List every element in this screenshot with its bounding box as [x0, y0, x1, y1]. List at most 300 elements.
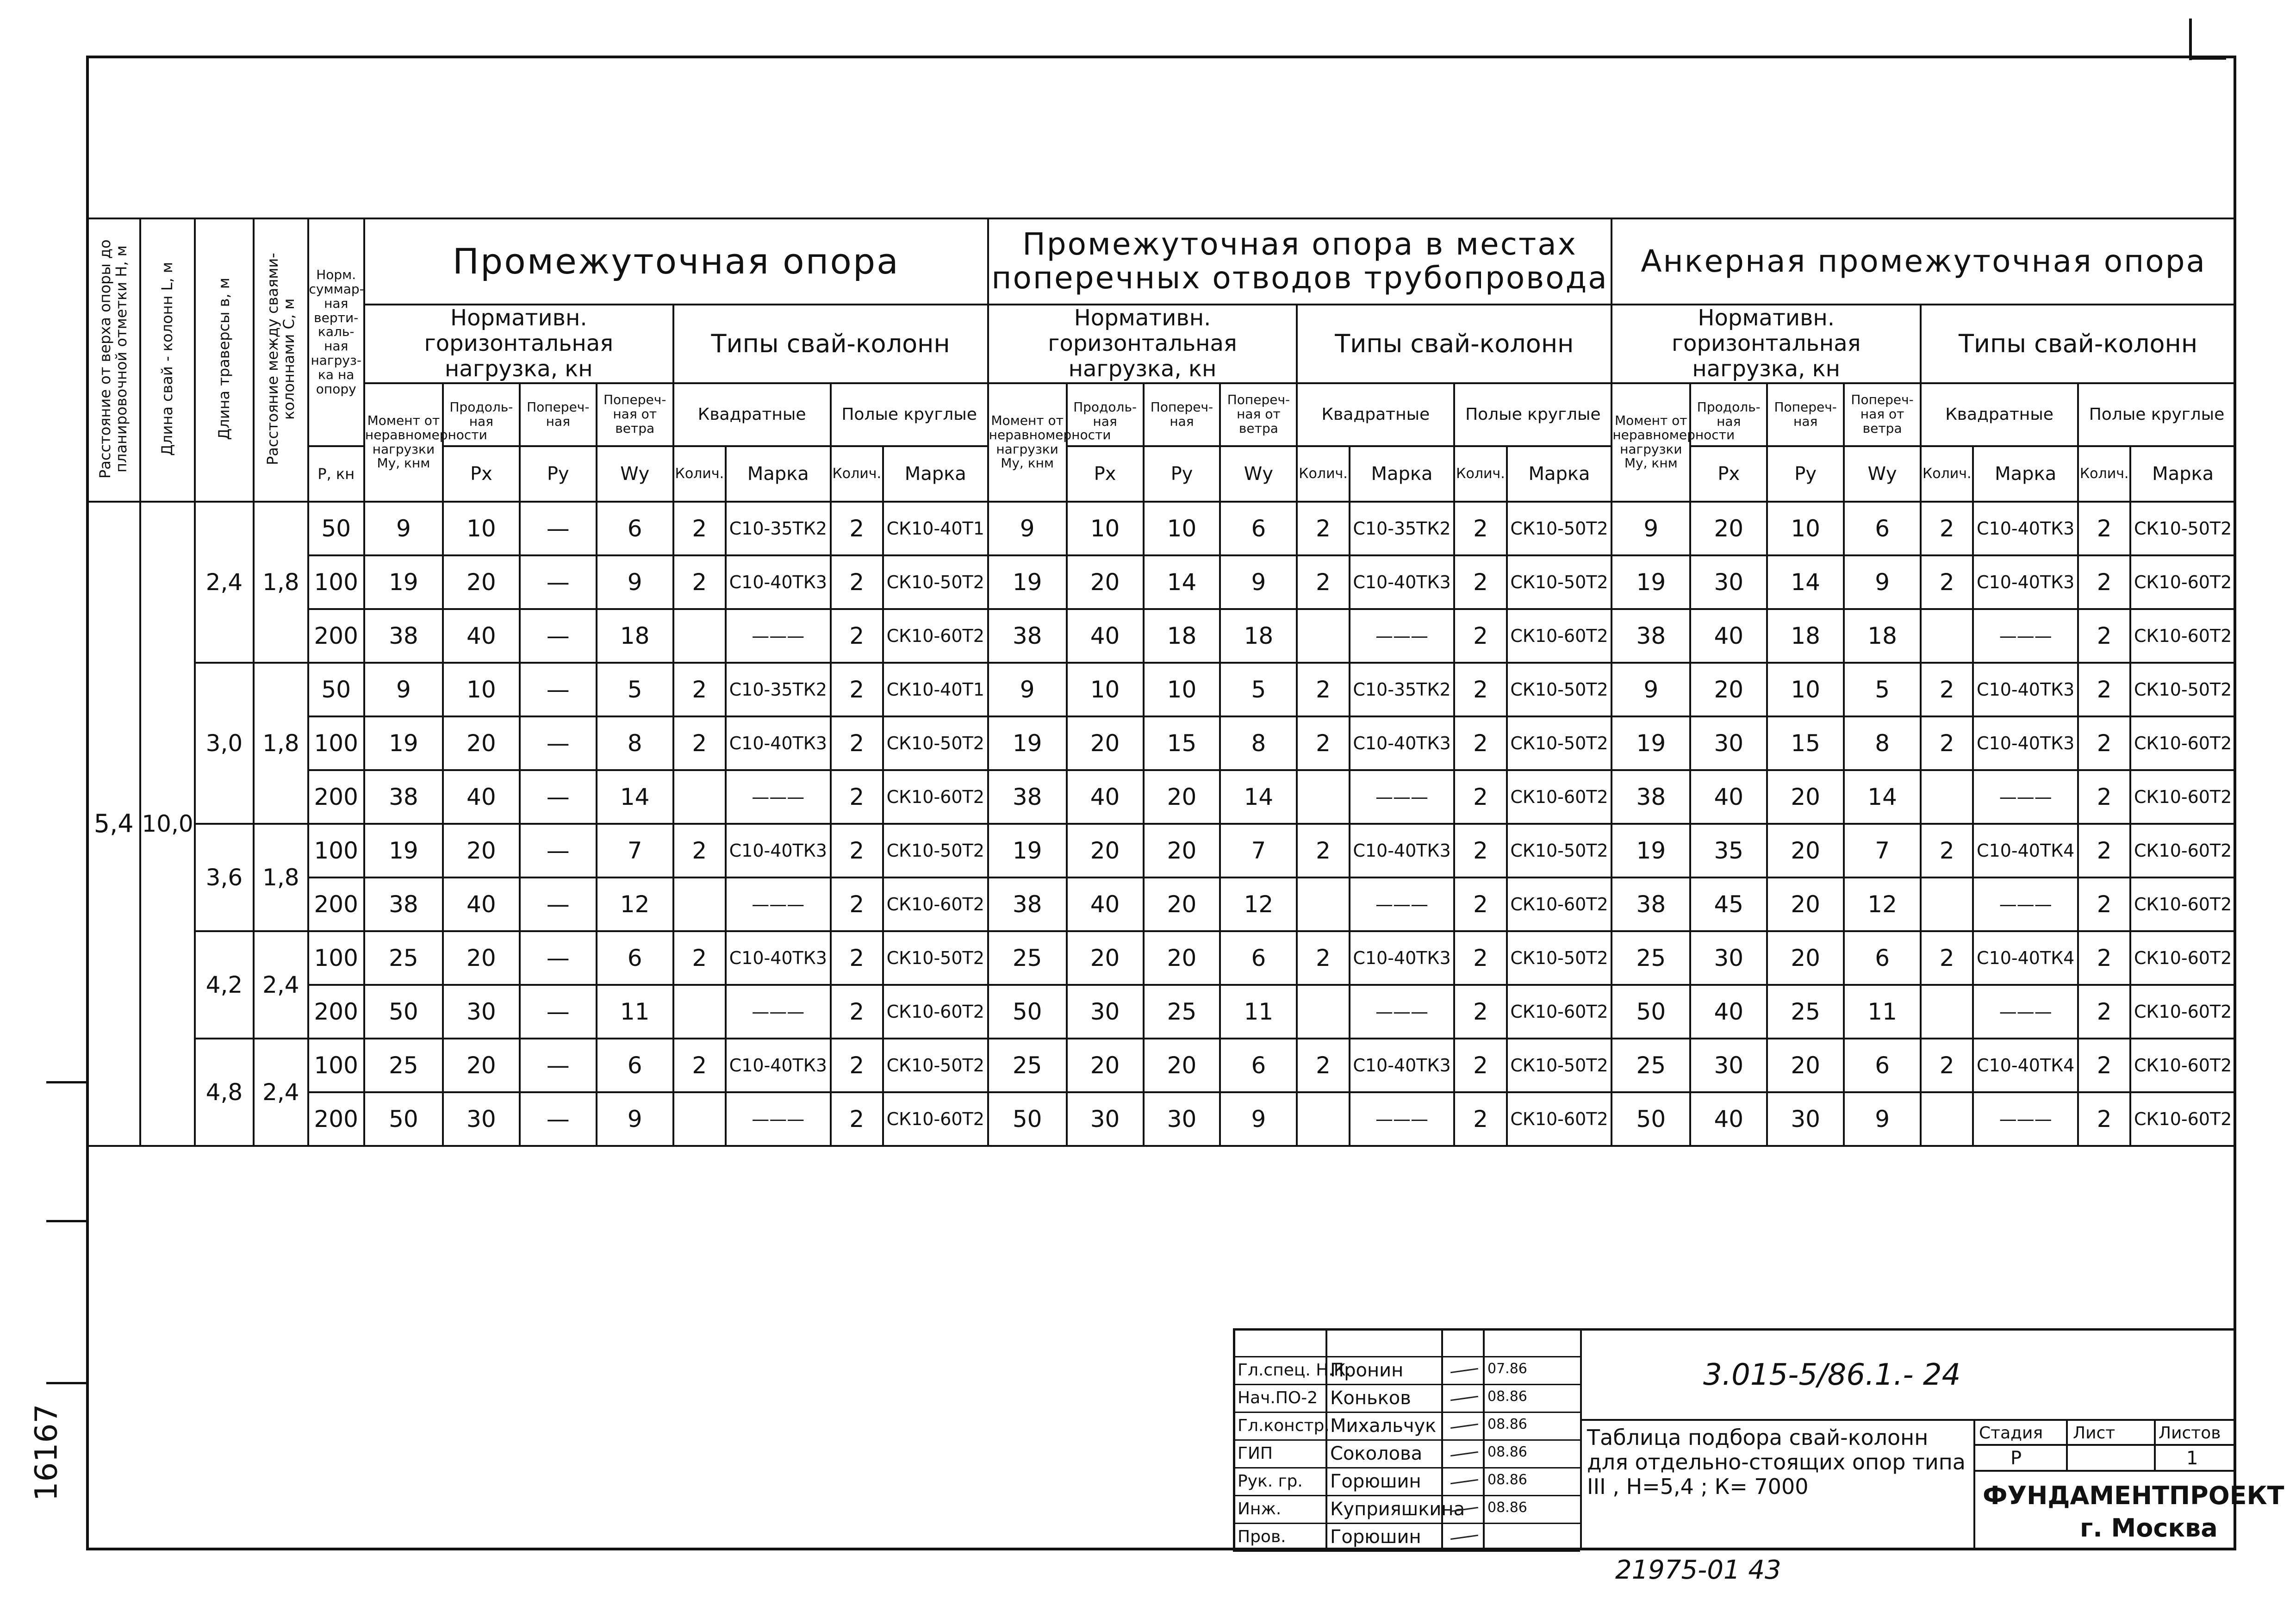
pile-mark: С10-40ТК4	[1973, 824, 2078, 877]
pile-qty: 2	[831, 609, 883, 663]
load-value: 8	[597, 716, 673, 770]
stamp-role: Гл.констр.	[1238, 1416, 1330, 1435]
sym-p: Р, кн	[308, 446, 364, 502]
stamp-line	[1973, 1419, 1975, 1550]
load-value: 18	[1220, 609, 1297, 663]
stamp-line	[1233, 1550, 1580, 1552]
load-value: 40	[1067, 609, 1144, 663]
pile-qty: 2	[673, 555, 726, 609]
pile-mark: СК10-60Т2	[2130, 877, 2235, 931]
load-value: 25	[364, 931, 443, 985]
load-value: 20	[1067, 716, 1144, 770]
signature	[1450, 1451, 1478, 1456]
load-value: 40	[1690, 985, 1767, 1039]
pile-mark: С10-40ТК3	[726, 1039, 831, 1092]
load-value: 25	[1612, 931, 1690, 985]
stamp-line	[1233, 1467, 1580, 1468]
sub-wind: Попереч-ная от ветра	[1220, 383, 1297, 446]
sym-qty: Колич.	[2078, 446, 2130, 502]
load-value: 38	[364, 609, 443, 663]
load-value: 9	[1844, 1092, 1921, 1146]
load-value: 10	[443, 502, 520, 555]
group-intermediate: Промежуточная опора	[364, 218, 988, 305]
stamp-name: Коньков	[1330, 1388, 1411, 1409]
pile-qty: 2	[1454, 716, 1506, 770]
sym-py: Ру	[520, 446, 597, 502]
load-value: 25	[1612, 1039, 1690, 1092]
load-value: 20	[1690, 663, 1767, 716]
load-value: 30	[1067, 985, 1144, 1039]
pile-mark: СК10-40Т1	[883, 663, 988, 716]
load-value: 9	[988, 663, 1067, 716]
vertical-load-value: 200	[308, 1092, 364, 1146]
pile-mark: С10-40ТК3	[726, 824, 831, 877]
stamp-line	[1233, 1412, 1580, 1413]
stamp-name: Горюшин	[1330, 1471, 1421, 1492]
load-value: 10	[1067, 502, 1144, 555]
top-mark	[2189, 19, 2192, 60]
table-row	[87, 1092, 2235, 1146]
load-value: 20	[443, 555, 520, 609]
load-value: 30	[1067, 1092, 1144, 1146]
load-value: 19	[1612, 716, 1690, 770]
pile-mark: ———	[1973, 770, 2078, 824]
pile-mark: С10-40ТК4	[1973, 931, 2078, 985]
pile-qty: 2	[1454, 663, 1506, 716]
load-value: 20	[443, 824, 520, 877]
sub-long: Продоль-ная	[443, 383, 520, 446]
load-value: —	[520, 555, 597, 609]
load-value: 20	[1067, 931, 1144, 985]
load-value: 19	[988, 824, 1067, 877]
load-value: 9	[1220, 555, 1297, 609]
load-value: 25	[988, 1039, 1067, 1092]
pile-qty	[673, 770, 726, 824]
sym-mark: Марка	[883, 446, 988, 502]
load-value: 14	[1144, 555, 1220, 609]
height-value: 5,4	[87, 502, 140, 1146]
pile-mark: ———	[1350, 877, 1455, 931]
load-value: 15	[1767, 716, 1844, 770]
load-value: —	[520, 824, 597, 877]
load-value: 50	[364, 985, 443, 1039]
load-value: 40	[1067, 770, 1144, 824]
sub-square: Квадратные	[1921, 383, 2078, 446]
stamp-line	[1580, 1328, 1582, 1550]
sym-py: Ру	[1767, 446, 1844, 502]
table-row	[87, 502, 2235, 555]
pile-qty	[1921, 985, 1973, 1039]
sub-moment: Момент от неравномерности нагрузки Му, кнм	[364, 383, 443, 502]
pile-mark: С10-35ТК2	[1350, 502, 1455, 555]
traverse-value: 4,2	[195, 931, 254, 1039]
pile-mark: СК10-60Т2	[1507, 1092, 1612, 1146]
stamp-line	[1973, 1444, 2236, 1446]
sub-long: Продоль-ная	[1690, 383, 1767, 446]
sub-moment: Момент от неравномерности нагрузки Му, кнм	[1612, 383, 1690, 502]
pile-mark: СК10-60Т2	[883, 609, 988, 663]
table-row	[87, 931, 2235, 985]
pile-mark: СК10-50Т2	[1507, 555, 1612, 609]
pile-qty	[673, 1092, 726, 1146]
pile-qty: 2	[673, 663, 726, 716]
pile-mark: СК10-50Т2	[1507, 502, 1612, 555]
header-length: Длина свай - колонн L, м	[140, 218, 194, 502]
load-value: 40	[443, 609, 520, 663]
pile-mark: СК10-50Т2	[883, 555, 988, 609]
load-value: 14	[1220, 770, 1297, 824]
load-value: 30	[443, 1092, 520, 1146]
load-value: 6	[597, 931, 673, 985]
pile-mark: ———	[726, 609, 831, 663]
pile-mark: С10-35ТК2	[726, 663, 831, 716]
load-value: 6	[1220, 1039, 1297, 1092]
load-value: 19	[364, 716, 443, 770]
pile-qty: 2	[1454, 770, 1506, 824]
pile-mark: СК10-60Т2	[1507, 877, 1612, 931]
sym-mark: Марка	[2130, 446, 2235, 502]
pile-qty	[673, 877, 726, 931]
pile-mark: СК10-60Т2	[2130, 985, 2235, 1039]
load-value: 19	[1612, 824, 1690, 877]
pile-mark: СК10-60Т2	[2130, 1039, 2235, 1092]
table-row	[87, 663, 2235, 716]
sub-cross: Попереч-ная	[1767, 383, 1844, 446]
load-value: 9	[988, 502, 1067, 555]
vertical-load-value: 200	[308, 985, 364, 1039]
load-value: 12	[1220, 877, 1297, 931]
pile-qty: 2	[1297, 931, 1349, 985]
sub-moment: Момент от неравномерности нагрузки Му, кнм	[988, 383, 1067, 502]
sym-wy: Wу	[1844, 446, 1921, 502]
sym-qty: Колич.	[673, 446, 726, 502]
load-value: 50	[988, 985, 1067, 1039]
load-value: 20	[1767, 824, 1844, 877]
load-value: 19	[364, 824, 443, 877]
spacing-value: 2,4	[254, 931, 308, 1039]
load-value: —	[520, 1039, 597, 1092]
pile-qty: 2	[2078, 770, 2130, 824]
sheets-value: 1	[2186, 1448, 2198, 1469]
margin-mark	[46, 1220, 86, 1222]
margin-mark	[46, 1081, 86, 1083]
pile-qty: 2	[1454, 1092, 1506, 1146]
load-value: 38	[988, 609, 1067, 663]
load-value: 19	[1612, 555, 1690, 609]
load-title: Нормативн. горизонтальная нагрузка, кн	[1612, 305, 1921, 383]
sheet-title: Таблица подбора свай-колонн для отдельно-стоящих опор типа III , Н=5,4 ; К= 7000	[1587, 1425, 1966, 1499]
load-value: 30	[1690, 716, 1767, 770]
sym-px: Рх	[1067, 446, 1144, 502]
pile-qty: 2	[2078, 555, 2130, 609]
pile-mark: ———	[1973, 1092, 2078, 1146]
pile-qty: 2	[673, 1039, 726, 1092]
header-vertical-load: Норм. суммар-ная верти-каль-ная нагруз-ка на опору	[308, 218, 364, 446]
load-value: 30	[1690, 1039, 1767, 1092]
pile-mark: СК10-60Т2	[2130, 770, 2235, 824]
pile-mark: СК10-50Т2	[883, 824, 988, 877]
pile-qty: 2	[1921, 716, 1973, 770]
pile-mark: СК10-60Т2	[2130, 555, 2235, 609]
pile-mark: С10-40ТК3	[1350, 555, 1455, 609]
pile-qty: 2	[2078, 931, 2130, 985]
load-value: 30	[1690, 555, 1767, 609]
stamp-role: Пров.	[1238, 1527, 1286, 1546]
load-value: 20	[1144, 824, 1220, 877]
table-body	[87, 502, 2235, 1146]
load-value: 20	[443, 1039, 520, 1092]
stamp-date: 08.86	[1487, 1472, 1527, 1488]
header-traverse: Длина траверсы в, м	[195, 218, 254, 502]
pile-mark: СК10-60Т2	[2130, 1092, 2235, 1146]
load-value: 10	[1144, 663, 1220, 716]
pile-mark: ———	[1973, 985, 2078, 1039]
stamp-role: Рук. гр.	[1238, 1472, 1303, 1491]
pile-qty: 2	[2078, 609, 2130, 663]
sub-long: Продоль-ная	[1067, 383, 1144, 446]
load-value: 38	[364, 877, 443, 931]
load-value: 25	[364, 1039, 443, 1092]
pile-qty	[1921, 1092, 1973, 1146]
load-value: 50	[1612, 985, 1690, 1039]
load-value: —	[520, 985, 597, 1039]
pile-mark: СК10-60Т2	[1507, 609, 1612, 663]
pile-mark: С10-35ТК2	[726, 502, 831, 555]
pile-qty	[1297, 877, 1349, 931]
stamp-date: 08.86	[1487, 1444, 1527, 1460]
load-value: —	[520, 931, 597, 985]
vertical-load-value: 200	[308, 770, 364, 824]
load-value: —	[520, 502, 597, 555]
load-value: 38	[1612, 770, 1690, 824]
load-value: 38	[364, 770, 443, 824]
load-value: 6	[597, 1039, 673, 1092]
pile-qty: 2	[831, 877, 883, 931]
pile-mark: ———	[1350, 770, 1455, 824]
load-value: 9	[364, 663, 443, 716]
load-value: 50	[1612, 1092, 1690, 1146]
load-value: 6	[1220, 931, 1297, 985]
load-value: 5	[1844, 663, 1921, 716]
pile-mark: С10-40ТК3	[1973, 663, 2078, 716]
stamp-name: Куприяшкина	[1330, 1499, 1465, 1520]
pile-mark: СК10-50Т2	[883, 1039, 988, 1092]
header-spacing: Расстояние между сваями-колоннами С, м	[254, 218, 308, 502]
pile-mark: ———	[1350, 985, 1455, 1039]
pile-mark: СК10-40Т1	[883, 502, 988, 555]
pile-selection-table	[86, 218, 2236, 1147]
length-value: 10,0	[140, 502, 194, 1146]
pile-types-title: Типы свай-колонн	[673, 305, 988, 383]
pile-qty	[673, 609, 726, 663]
load-value: 30	[1767, 1092, 1844, 1146]
traverse-value: 3,0	[195, 663, 254, 824]
stamp-line	[1233, 1356, 1580, 1357]
pile-mark: СК10-50Т2	[2130, 663, 2235, 716]
load-value: 14	[1844, 770, 1921, 824]
pile-qty	[1297, 985, 1349, 1039]
pile-qty: 2	[1454, 609, 1506, 663]
pile-qty	[673, 985, 726, 1039]
load-value: 40	[443, 770, 520, 824]
pile-mark: СК10-50Т2	[883, 716, 988, 770]
pile-mark: С10-40ТК3	[1973, 502, 2078, 555]
load-value: 8	[1844, 716, 1921, 770]
load-value: —	[520, 1092, 597, 1146]
pile-qty: 2	[1454, 1039, 1506, 1092]
load-value: 25	[1144, 985, 1220, 1039]
pile-qty: 2	[831, 985, 883, 1039]
load-title: Нормативн. горизонтальная нагрузка, кн	[364, 305, 673, 383]
vertical-load-value: 50	[308, 663, 364, 716]
pile-qty: 2	[2078, 502, 2130, 555]
pile-mark: СК10-50Т2	[1507, 824, 1612, 877]
group-anchor: Анкерная промежуточная опора	[1612, 218, 2235, 305]
stamp-date: 08.86	[1487, 1500, 1527, 1516]
stamp-name: Пронин	[1330, 1360, 1404, 1381]
pile-mark: СК10-60Т2	[883, 1092, 988, 1146]
pile-mark: ———	[1973, 877, 2078, 931]
load-value: 20	[1767, 770, 1844, 824]
load-value: —	[520, 663, 597, 716]
pile-qty	[1297, 770, 1349, 824]
stamp-role: Инж.	[1238, 1500, 1282, 1518]
vertical-load-value: 100	[308, 824, 364, 877]
pile-mark: ———	[726, 985, 831, 1039]
pile-mark: СК10-60Т2	[2130, 609, 2235, 663]
load-value: 20	[1767, 1039, 1844, 1092]
pile-mark: СК10-50Т2	[1507, 931, 1612, 985]
pile-qty: 2	[831, 770, 883, 824]
archive-number: 16167	[28, 1404, 64, 1501]
pile-qty: 2	[1454, 931, 1506, 985]
pile-qty: 2	[1921, 1039, 1973, 1092]
load-value: 45	[1690, 877, 1767, 931]
load-value: 20	[1144, 770, 1220, 824]
traverse-value: 3,6	[195, 824, 254, 931]
load-value: 14	[597, 770, 673, 824]
load-value: 7	[1220, 824, 1297, 877]
pile-qty: 2	[673, 502, 726, 555]
sym-px: Рх	[1690, 446, 1767, 502]
sub-round: Полые круглые	[831, 383, 988, 446]
pile-qty: 2	[1921, 502, 1973, 555]
pile-mark: СК10-50Т2	[1507, 716, 1612, 770]
vertical-load-value: 100	[308, 931, 364, 985]
load-value: 20	[443, 716, 520, 770]
pile-qty: 2	[1454, 824, 1506, 877]
pile-qty	[1297, 1092, 1349, 1146]
margin-mark	[46, 1382, 86, 1384]
organization: ФУНДАМЕНТПРОЕКТ	[1983, 1481, 2284, 1510]
stamp-line	[2066, 1419, 2068, 1472]
load-value: 19	[364, 555, 443, 609]
stamp-line	[1580, 1419, 2236, 1421]
pile-qty: 2	[1297, 1039, 1349, 1092]
sub-wind: Попереч-ная от ветра	[1844, 383, 1921, 446]
spacing-value: 1,8	[254, 502, 308, 663]
stamp-line	[2154, 1419, 2156, 1472]
sub-cross: Попереч-ная	[520, 383, 597, 446]
stamp-header: Листов	[2159, 1424, 2221, 1443]
stamp-role: Гл.спец. Н.К.	[1238, 1361, 1351, 1380]
pile-mark: С10-35ТК2	[1350, 663, 1455, 716]
load-value: 10	[1067, 663, 1144, 716]
signature	[1450, 1535, 1478, 1540]
sym-wy: Wу	[597, 446, 673, 502]
load-value: 50	[364, 1092, 443, 1146]
pile-mark: ———	[1350, 1092, 1455, 1146]
load-value: 14	[1767, 555, 1844, 609]
load-value: 18	[1844, 609, 1921, 663]
stamp-date: 07.86	[1487, 1361, 1527, 1377]
sym-mark: Марка	[1507, 446, 1612, 502]
stage-value: Р	[2010, 1448, 2022, 1469]
load-value: 38	[988, 877, 1067, 931]
load-value: 11	[1844, 985, 1921, 1039]
stamp-header: Лист	[2073, 1424, 2116, 1443]
load-value: 20	[1067, 824, 1144, 877]
pile-types-title: Типы свай-колонн	[1297, 305, 1612, 383]
stamp-name: Горюшин	[1330, 1526, 1421, 1548]
table-row	[87, 985, 2235, 1039]
load-value: —	[520, 770, 597, 824]
header-height: Расстояние от верха опоры до планировочной отметки Н, м	[87, 218, 140, 502]
traverse-value: 2,4	[195, 502, 254, 663]
load-value: 12	[597, 877, 673, 931]
vertical-load-value: 200	[308, 877, 364, 931]
pile-mark: СК10-60Т2	[883, 877, 988, 931]
load-value: 6	[1844, 931, 1921, 985]
load-value: 9	[1844, 555, 1921, 609]
pile-qty: 2	[1921, 824, 1973, 877]
stamp-date: 08.86	[1487, 1416, 1527, 1432]
vertical-load-value: 200	[308, 609, 364, 663]
signature	[1450, 1424, 1478, 1429]
stamp-border	[1233, 1328, 2236, 1331]
signature	[1450, 1479, 1478, 1484]
pile-qty: 2	[1454, 555, 1506, 609]
stamp-date: 08.86	[1487, 1388, 1527, 1405]
load-value: 7	[1844, 824, 1921, 877]
pile-qty: 2	[1921, 931, 1973, 985]
title-block	[1233, 1328, 2284, 1550]
load-value: 30	[443, 985, 520, 1039]
load-value: 8	[1220, 716, 1297, 770]
pile-qty: 2	[2078, 985, 2130, 1039]
load-value: 40	[1690, 609, 1767, 663]
load-value: 6	[1844, 502, 1921, 555]
load-value: 35	[1690, 824, 1767, 877]
pile-qty: 2	[2078, 1092, 2130, 1146]
pile-mark: С10-40ТК3	[1350, 824, 1455, 877]
load-value: 38	[1612, 609, 1690, 663]
table-row	[87, 609, 2235, 663]
load-value: 5	[1220, 663, 1297, 716]
stamp-header: Стадия	[1979, 1424, 2043, 1443]
load-value: 38	[1612, 877, 1690, 931]
spacing-value: 1,8	[254, 824, 308, 931]
load-value: 40	[1690, 1092, 1767, 1146]
stamp-line	[1233, 1384, 1580, 1385]
vertical-load-value: 100	[308, 555, 364, 609]
pile-mark: СК10-60Т2	[2130, 824, 2235, 877]
sym-qty: Колич.	[831, 446, 883, 502]
sym-py: Ру	[1144, 446, 1220, 502]
table-row	[87, 1039, 2235, 1092]
load-value: 50	[988, 1092, 1067, 1146]
pile-mark: СК10-50Т2	[1507, 663, 1612, 716]
